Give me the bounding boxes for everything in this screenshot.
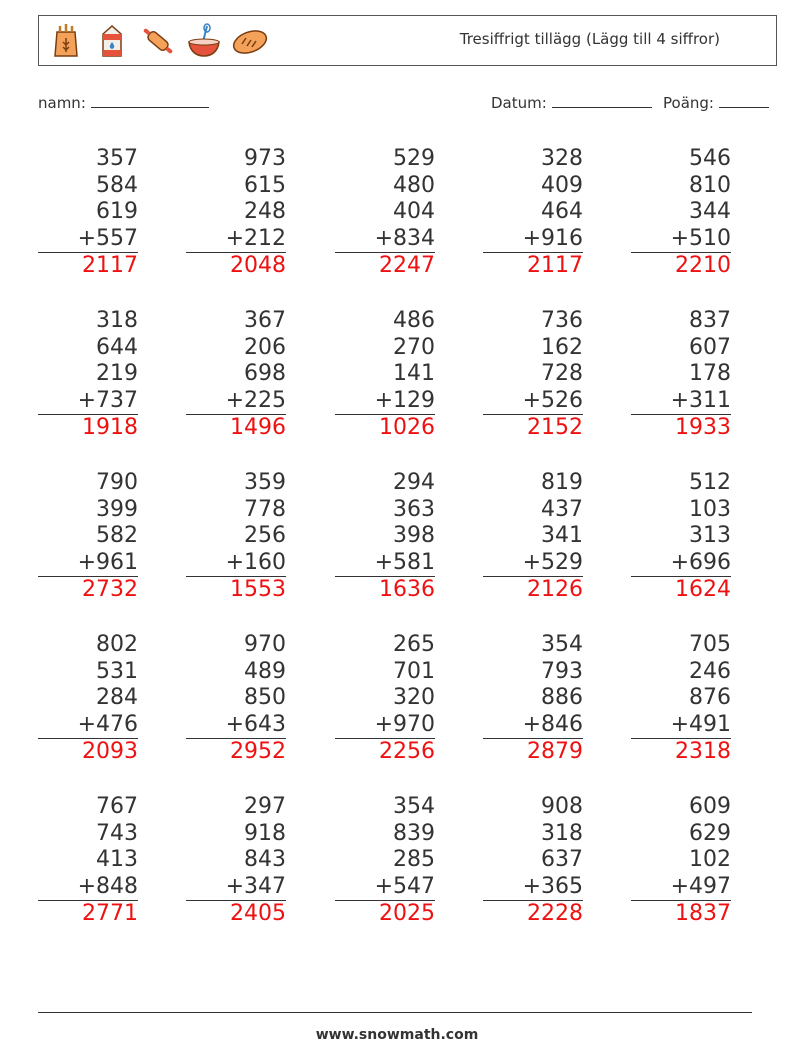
answer: 1496	[230, 415, 286, 440]
addition-problem	[186, 632, 286, 766]
addend: 843	[244, 847, 286, 872]
addend: 778	[244, 496, 286, 522]
addition-problem	[631, 632, 731, 766]
addend: 284	[96, 685, 138, 710]
addend: 615	[244, 172, 286, 198]
rolling-pin-icon	[139, 22, 177, 60]
addend: 480	[393, 172, 435, 198]
addition-problem	[335, 146, 435, 280]
answer: 2117	[82, 253, 138, 278]
addition-problem	[631, 146, 731, 280]
addend: 767	[96, 794, 138, 819]
worksheet-header	[38, 15, 777, 66]
addend: 178	[689, 361, 731, 386]
addend: 970	[244, 632, 286, 657]
addition-problem	[38, 470, 138, 604]
addend-with-plus: +848	[38, 874, 138, 902]
addend-with-plus: +476	[38, 712, 138, 740]
addend-with-plus: +160	[186, 550, 286, 578]
addend: 464	[541, 199, 583, 224]
addend: 802	[96, 632, 138, 657]
addend: 256	[244, 523, 286, 548]
addend: 728	[541, 361, 583, 386]
addend-with-plus: +557	[38, 226, 138, 254]
answer: 2732	[82, 577, 138, 602]
addition-problem	[186, 146, 286, 280]
addend-with-plus: +510	[631, 226, 731, 254]
addend: 409	[541, 172, 583, 198]
addition-problem	[483, 308, 583, 442]
answer: 2117	[527, 253, 583, 278]
addition-problem	[483, 632, 583, 766]
addend-with-plus: +129	[335, 388, 435, 416]
addition-problem	[631, 308, 731, 442]
addend-with-plus: +526	[483, 388, 583, 416]
addend: 294	[393, 470, 435, 495]
addend: 318	[96, 308, 138, 333]
footer-divider	[38, 1012, 752, 1013]
addend: 328	[541, 146, 583, 171]
addend: 265	[393, 632, 435, 657]
answer: 2152	[527, 415, 583, 440]
addition-problem	[38, 146, 138, 280]
addend: 399	[96, 496, 138, 522]
addition-problem	[186, 794, 286, 928]
addend: 141	[393, 361, 435, 386]
addition-problem	[631, 794, 731, 928]
addend-with-plus: +834	[335, 226, 435, 254]
answer: 2952	[230, 739, 286, 764]
name-label: namn:	[38, 94, 86, 112]
score-field	[663, 93, 769, 112]
answer: 2228	[527, 901, 583, 926]
addend-with-plus: +581	[335, 550, 435, 578]
addend: 354	[393, 794, 435, 819]
addend-with-plus: +225	[186, 388, 286, 416]
answer: 2126	[527, 577, 583, 602]
addend: 629	[689, 820, 731, 846]
addend-with-plus: +497	[631, 874, 731, 902]
addend: 486	[393, 308, 435, 333]
addend: 582	[96, 523, 138, 548]
answer: 2093	[82, 739, 138, 764]
answer: 2048	[230, 253, 286, 278]
addend: 357	[96, 146, 138, 171]
addend-with-plus: +961	[38, 550, 138, 578]
date-label: Datum:	[491, 94, 547, 112]
addend: 359	[244, 470, 286, 495]
addend-with-plus: +547	[335, 874, 435, 902]
addend: 285	[393, 847, 435, 872]
addend: 437	[541, 496, 583, 522]
answer: 2256	[379, 739, 435, 764]
score-blank[interactable]	[719, 93, 769, 108]
answer: 1553	[230, 577, 286, 602]
answer: 2405	[230, 901, 286, 926]
addend-with-plus: +916	[483, 226, 583, 254]
addend: 313	[689, 523, 731, 548]
addend: 219	[96, 361, 138, 386]
addend: 404	[393, 199, 435, 224]
addend: 363	[393, 496, 435, 522]
addend-with-plus: +212	[186, 226, 286, 254]
addition-problem	[38, 632, 138, 766]
bread-loaf-icon	[231, 22, 269, 60]
addend: 398	[393, 523, 435, 548]
addend: 413	[96, 847, 138, 872]
addend: 850	[244, 685, 286, 710]
addend: 546	[689, 146, 731, 171]
answer: 2318	[675, 739, 731, 764]
addend: 701	[393, 658, 435, 684]
addend: 102	[689, 847, 731, 872]
addend: 297	[244, 794, 286, 819]
addend: 512	[689, 470, 731, 495]
addend: 246	[689, 658, 731, 684]
addend: 607	[689, 334, 731, 360]
addition-problem	[186, 308, 286, 442]
addend: 790	[96, 470, 138, 495]
addend: 918	[244, 820, 286, 846]
wheat-bag-icon	[47, 22, 85, 60]
addition-problem	[335, 632, 435, 766]
date-field	[491, 93, 652, 112]
addend: 819	[541, 470, 583, 495]
answer: 2879	[527, 739, 583, 764]
worksheet-title: Tresiffrigt tillägg (Lägg till 4 siffror)	[459, 30, 720, 48]
addition-problem	[335, 470, 435, 604]
addend: 609	[689, 794, 731, 819]
addend: 584	[96, 172, 138, 198]
addition-problem	[483, 146, 583, 280]
answer: 2771	[82, 901, 138, 926]
addition-problem	[186, 470, 286, 604]
answer: 1026	[379, 415, 435, 440]
addend: 367	[244, 308, 286, 333]
addend: 837	[689, 308, 731, 333]
addition-problem	[38, 794, 138, 928]
answer: 1837	[675, 901, 731, 926]
addend: 886	[541, 685, 583, 710]
addition-problem	[631, 470, 731, 604]
addition-problem	[38, 308, 138, 442]
addend: 743	[96, 820, 138, 846]
addend: 320	[393, 685, 435, 710]
addend: 489	[244, 658, 286, 684]
addend: 344	[689, 199, 731, 224]
addend: 644	[96, 334, 138, 360]
addend: 619	[96, 199, 138, 224]
addend: 103	[689, 496, 731, 522]
addend: 839	[393, 820, 435, 846]
addend-with-plus: +970	[335, 712, 435, 740]
addend: 793	[541, 658, 583, 684]
addend-with-plus: +491	[631, 712, 731, 740]
score-label: Poäng:	[663, 94, 714, 112]
addend: 529	[393, 146, 435, 171]
addend: 206	[244, 334, 286, 360]
addend-with-plus: +846	[483, 712, 583, 740]
addend: 531	[96, 658, 138, 684]
answer: 2247	[379, 253, 435, 278]
addend: 705	[689, 632, 731, 657]
name-blank[interactable]	[91, 93, 209, 108]
addend: 736	[541, 308, 583, 333]
addition-problem	[335, 794, 435, 928]
addend: 637	[541, 847, 583, 872]
answer: 2210	[675, 253, 731, 278]
addend-with-plus: +643	[186, 712, 286, 740]
answer: 1933	[675, 415, 731, 440]
footer-site: www.snowmath.com	[315, 1027, 479, 1043]
addition-problem	[483, 470, 583, 604]
addend: 318	[541, 820, 583, 846]
date-blank[interactable]	[552, 93, 652, 108]
addend: 973	[244, 146, 286, 171]
addend: 341	[541, 523, 583, 548]
addend: 354	[541, 632, 583, 657]
answer: 2025	[379, 901, 435, 926]
addend-with-plus: +347	[186, 874, 286, 902]
header-icons	[47, 22, 269, 60]
addend: 248	[244, 199, 286, 224]
addition-problem	[483, 794, 583, 928]
addend-with-plus: +365	[483, 874, 583, 902]
addend: 698	[244, 361, 286, 386]
addend: 810	[689, 172, 731, 198]
name-field	[38, 93, 209, 112]
addend: 270	[393, 334, 435, 360]
addend-with-plus: +311	[631, 388, 731, 416]
addend-with-plus: +737	[38, 388, 138, 416]
answer: 1636	[379, 577, 435, 602]
milk-carton-icon	[93, 22, 131, 60]
addend: 908	[541, 794, 583, 819]
addend: 876	[689, 685, 731, 710]
addition-problem	[335, 308, 435, 442]
addend-with-plus: +696	[631, 550, 731, 578]
mixing-bowl-icon	[185, 22, 223, 60]
answer: 1918	[82, 415, 138, 440]
addend: 162	[541, 334, 583, 360]
answer: 1624	[675, 577, 731, 602]
addend-with-plus: +529	[483, 550, 583, 578]
